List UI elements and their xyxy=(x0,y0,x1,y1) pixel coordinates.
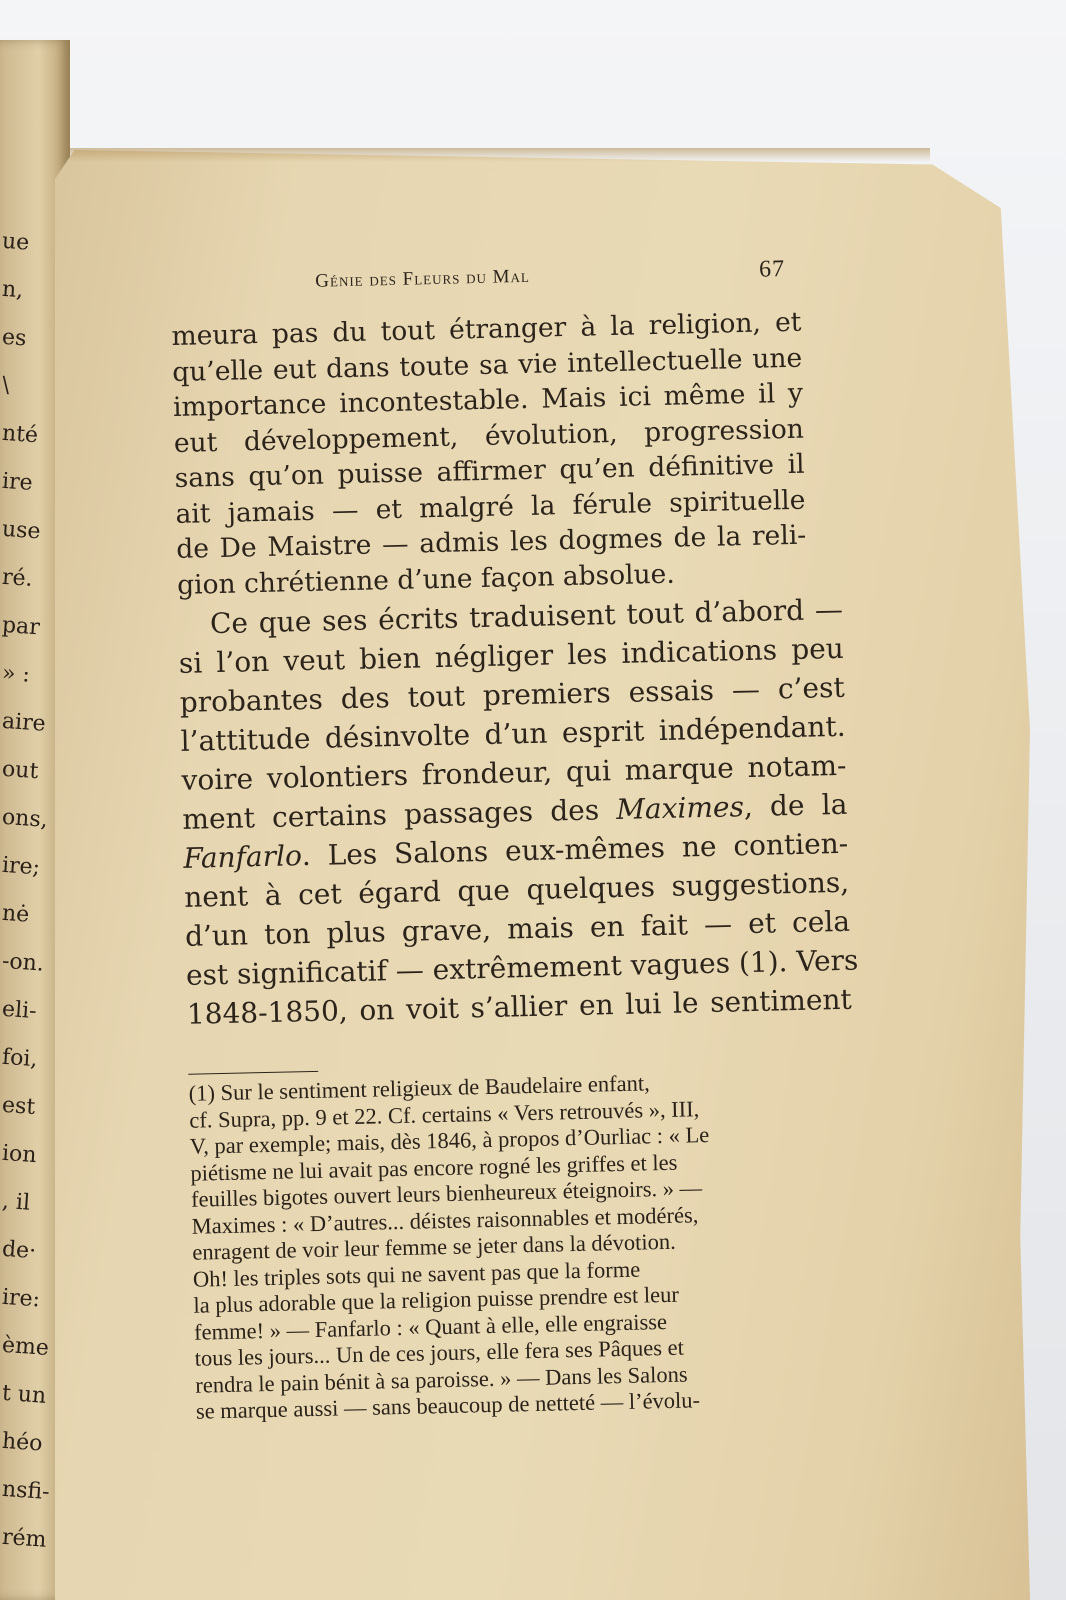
text-line: voire volontiers frondeur, qui marque notam- xyxy=(181,748,847,797)
footnote-line: piétisme ne lui avait pas encore rogné les griffes et les xyxy=(190,1149,678,1186)
text-segment: . Les Salons eux-mêmes ne contien- xyxy=(301,826,849,873)
left-page-fragment: ire: xyxy=(1,1284,41,1313)
left-page-fragment: es xyxy=(1,324,28,352)
left-page-fragment: » : xyxy=(1,660,31,688)
footnote-line: enragent de voir leur femme se jeter dans la dévotion. xyxy=(192,1228,677,1265)
paragraph-1 xyxy=(171,305,807,603)
text-line: Ce que ses écrits traduisent tout d’abord — xyxy=(209,592,844,641)
left-page-fragment: ire xyxy=(1,468,34,496)
italic-title-fanfarlo: Fanfarlo xyxy=(182,839,303,875)
left-page-fragment: use xyxy=(1,516,42,545)
left-page-fragment: , il xyxy=(1,1188,31,1216)
footnote-line: V, par exemple; mais, dès 1846, à propos d’Ourliac : « Le xyxy=(189,1121,710,1159)
text-line: l’attitude désinvolte d’un esprit indépendant. xyxy=(180,709,846,758)
running-title: Génie des Fleurs du Mal xyxy=(315,265,531,292)
text-line: ait jamais — et malgré la férule spirituelle xyxy=(175,484,806,530)
footnote-line: la plus adorable que la religion puisse prendre est leur xyxy=(193,1281,680,1318)
footnote-line: (1) Sur le sentiment religieux de Baudelaire enfant, xyxy=(188,1070,650,1106)
text-line: d’un ton plus grave, mais en fait — et cela xyxy=(184,904,851,953)
text-line: qu’elle eut dans toute sa vie intellectuelle une xyxy=(171,342,803,388)
text-line: importance incontestable. Mais ici même il y xyxy=(172,377,804,423)
left-page-fragment: out xyxy=(1,756,40,785)
left-page-fragment: ré. xyxy=(1,564,34,592)
footnote-line: se marque aussi — sans beaucoup de netteté — l’évolu- xyxy=(195,1387,701,1424)
footnote-line: Oh! les triples sots qui ne savent pas que la forme xyxy=(192,1256,641,1292)
left-page-fragment: aire xyxy=(1,708,47,737)
footnote xyxy=(188,1065,896,1425)
text-line: gion chrétienne d’une façon absolue. xyxy=(176,558,676,601)
text-line: 1848-1850, on voit s’allier en lui le sentiment xyxy=(186,982,853,1031)
italic-title-maximes: Maximes xyxy=(615,790,745,827)
left-page-fragment: -on. xyxy=(1,948,45,977)
text-line: probantes des tout premiers essais — c’est xyxy=(179,670,846,719)
text-line: si l’on veut bien négliger les indications peu xyxy=(178,631,845,680)
left-page-fragment: nté xyxy=(1,420,39,449)
left-page-fragment: par xyxy=(1,612,41,641)
left-page-fragment: n, xyxy=(1,276,25,304)
left-page-fragment: nsfi- xyxy=(1,1476,51,1506)
text-line: meura pas du tout étranger à la religion, et xyxy=(171,306,802,352)
text-segment: ment certains passages des xyxy=(182,793,617,836)
text-line: eut développement, évolution, progression xyxy=(173,413,805,459)
left-page-fragment: héo xyxy=(1,1428,44,1457)
footnote-line: feuilles bigotes ouvert leurs bienheureux éteignoirs. » — xyxy=(190,1175,703,1212)
text-line: nent à cet égard que quelques suggestions, xyxy=(183,865,850,914)
left-page-fragment: t un xyxy=(1,1380,47,1409)
footnote-rule xyxy=(188,1071,318,1075)
left-page-fragment: rém xyxy=(1,1524,48,1553)
previous-page-text-fragments xyxy=(0,228,51,1580)
left-page-fragment: nė xyxy=(1,900,31,928)
footnote-line: cf. Supra, pp. 9 et 22. Cf. certains « Vers retrouvés », III, xyxy=(189,1095,700,1133)
page-content xyxy=(170,254,886,1425)
left-page-fragment: \ xyxy=(1,372,11,399)
left-page-fragment: de· xyxy=(1,1236,37,1265)
left-page-fragment: foi, xyxy=(1,1044,39,1073)
footnote-line: Maximes : « D’autres... déistes raisonnables et modérés, xyxy=(191,1201,699,1239)
left-page-fragment: ons, xyxy=(1,804,49,833)
text-line: sans qu’on puisse affirmer qu’en définitive il xyxy=(174,448,805,494)
left-page-fragment: ion xyxy=(1,1140,38,1169)
footnote-line: tous les jours... Un de ces jours, elle fera ses Pâques et xyxy=(194,1334,685,1371)
left-page-fragment: ème xyxy=(1,1332,50,1361)
footnote-line: femme! » — Fanfarlo : « Quant à elle, elle engraisse xyxy=(193,1308,668,1345)
paragraph-2 xyxy=(178,590,859,1034)
text-segment: , de la xyxy=(743,787,848,824)
page-number: 67 xyxy=(758,256,786,283)
page-top-edge-stain xyxy=(70,148,930,162)
left-page-fragment: ue xyxy=(1,228,31,256)
text-line: de De Maistre — admis les dogmes de la reli- xyxy=(175,519,807,565)
left-page-fragment: eli- xyxy=(1,996,38,1025)
text-line: est significatif — extrêmement vagues (1). Vers xyxy=(185,943,859,992)
footnote-line: rendra le pain bénit à sa paroisse. » — Dans les Salons xyxy=(195,1361,688,1398)
left-page-fragment: est xyxy=(1,1092,36,1121)
left-page-fragment: ire; xyxy=(1,852,41,881)
